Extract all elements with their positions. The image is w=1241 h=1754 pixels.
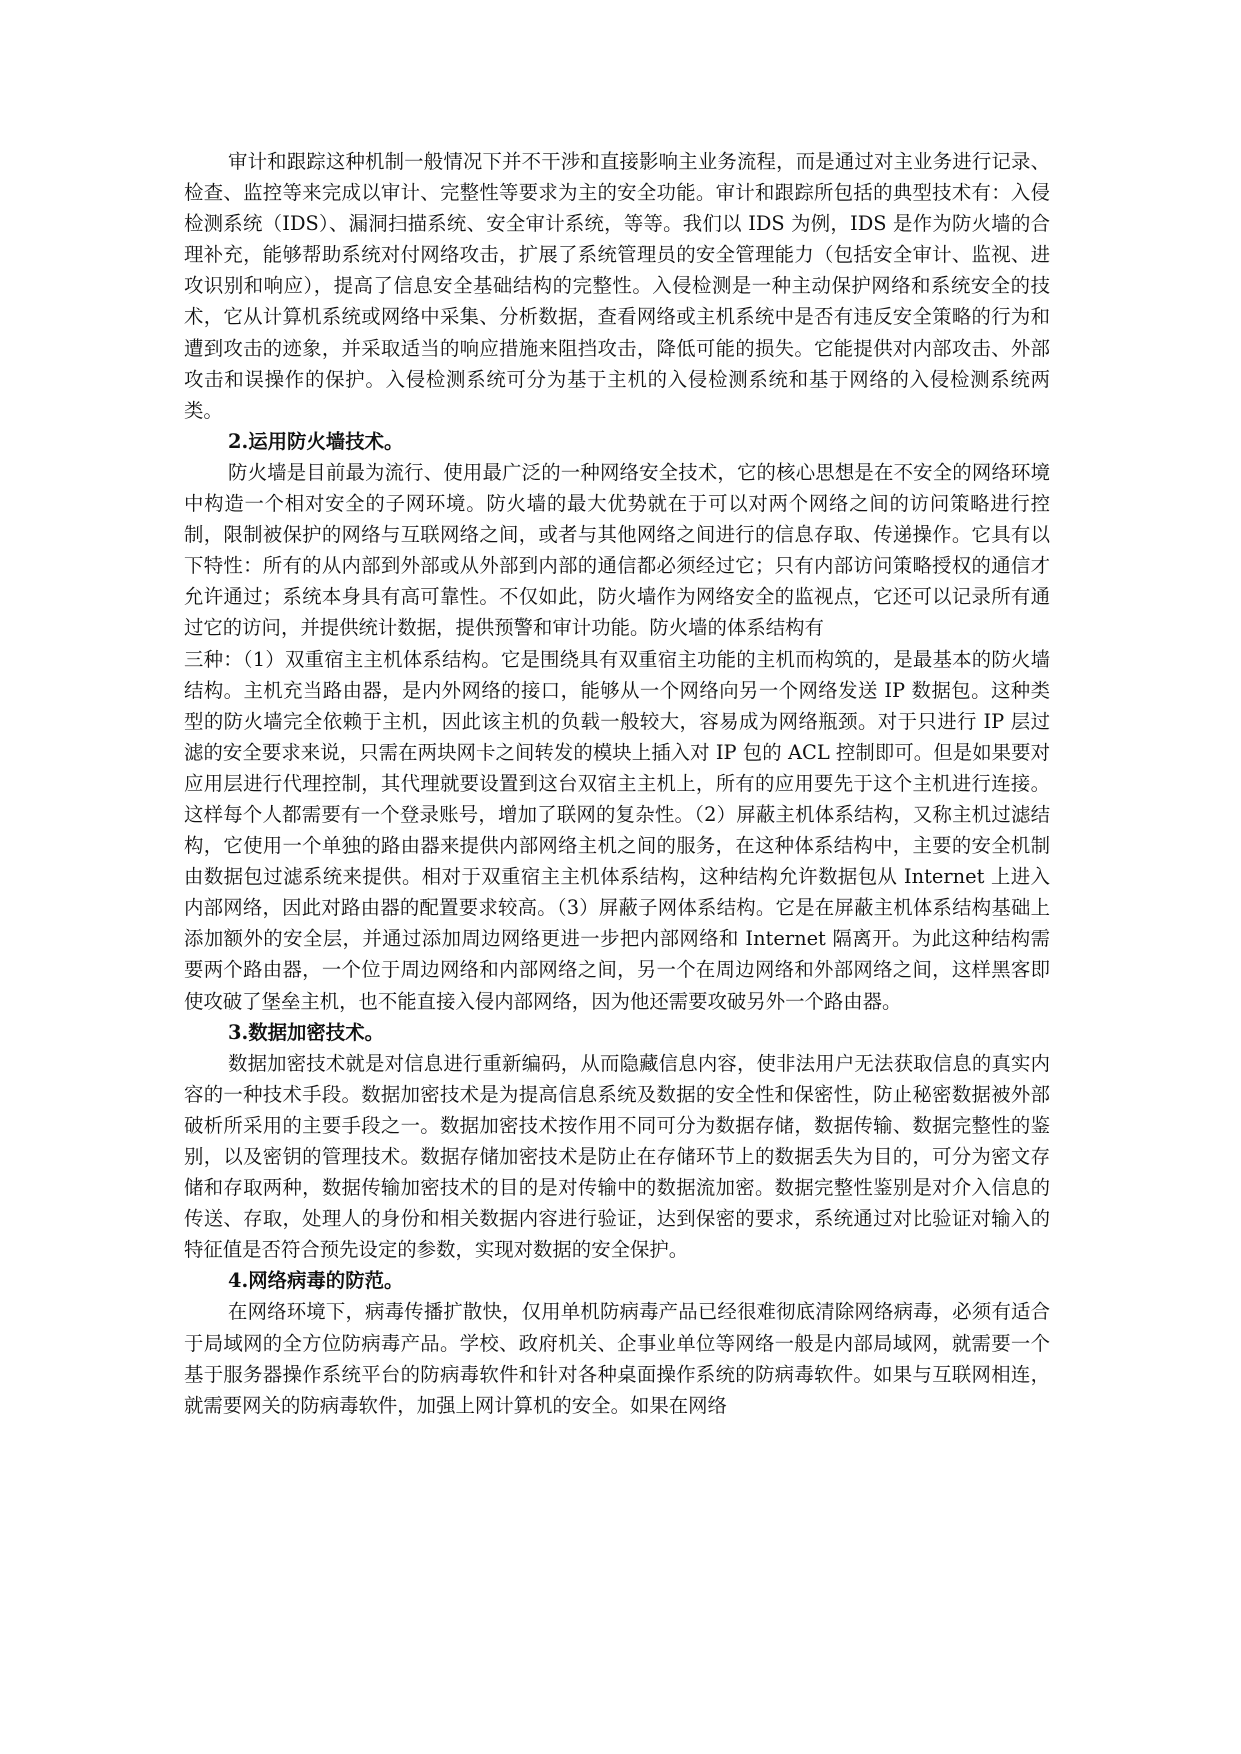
document-page [184, 146, 1050, 1421]
heading-firewall: 2.运用防火墙技术。 [228, 429, 404, 453]
paragraph-firewall-intro: 防火墙是目前最为流行、使用最广泛的一种网络安全技术，它的核心思想是在不安全的网络环境中构造一个相对安全的子网环境。防火墙的最大优势就在于可以对两个网络之间的访问策略进行控制，限制被保护的网络与互联网络之间，或者与其他网络之间进行的信息存取、传递操作。它具有以下特性：所有的从内部到外部或从外部到内部的通信都必须经过它；只有内部访问策略授权的通信才允许通过；系统本身具有高可靠性。不仅如此，防火墙作为网络安全的监视点，它还可以记录所有通过它的访问，并提供统计数据，提供预警和审计功能。防火墙的体系结构有 [184, 460, 1050, 640]
paragraph-firewall-architectures: 三种：（1）双重宿主主机体系结构。它是围绕具有双重宿主功能的主机而构筑的，是最基本的防火墙结构。主机充当路由器，是内外网络的接口，能够从一个网络向另一个网络发送 IP 数据包。这种类型的防火墙完全依赖于主机，因此该主机的负载一般较大，容易成为网络瓶颈。对于只进行 IP 层过滤的安全要求来说，只需在两块网卡之间转发的模块上插入对 IP 包的 ACL 控制即可。但是如果要对应用层进行代理控制，其代理就要设置到这台双宿主主机上，所有的应用要先于这个主机进行连接。这样每个人都需要有一个登录账号，增加了联网的复杂性。（2）屏蔽主机体系结构，又称主机过滤结构，它使用一个单独的路由器来提供内部网络主机之间的服务，在这种体系结构中，主要的安全机制由数据包过滤系统来提供。相对于双重宿主主机体系结构，这种结构允许数据包从 Internet 上进入内部网络，因此对路由器的配置要求较高。（3）屏蔽子网体系结构。它是在屏蔽主机体系结构基础上添加额外的安全层，并通过添加周边网络更进一步把内部网络和 Internet 隔离开。为此这种结构需要两个路由器，一个位于周边网络和内部网络之间，另一个在周边网络和外部网络之间，这样黑客即使攻破了堡垒主机，也不能直接入侵内部网络，因为他还需要攻破另外一个路由器。 [184, 647, 1050, 1013]
paragraph-encryption: 数据加密技术就是对信息进行重新编码，从而隐藏信息内容，使非法用户无法获取信息的真实内容的一种技术手段。数据加密技术是为提高信息系统及数据的安全性和保密性，防止秘密数据被外部破析所采用的主要手段之一。数据加密技术按作用不同可分为数据存储，数据传输、数据完整性的鉴别，以及密钥的管理技术。数据存储加密技术是防止在存储环节上的数据丢失为目的，可分为密文存储和存取两种，数据传输加密技术的目的是对传输中的数据流加密。数据完整性鉴别是对介入信息的传送、存取，处理人的身份和相关数据内容进行验证，达到保密的要求，系统通过对比验证对输入的特征值是否符合预先设定的参数，实现对数据的安全保护。 [184, 1051, 1050, 1262]
heading-virus-prevention: 4.网络病毒的防范。 [228, 1269, 404, 1293]
paragraph-virus-prevention: 在网络环境下，病毒传播扩散快，仅用单机防病毒产品已经很难彻底清除网络病毒，必须有适合于局域网的全方位防病毒产品。学校、政府机关、企事业单位等网络一般是内部局域网，就需要一个基于服务器操作系统平台的防病毒软件和针对各种桌面操作系统的防病毒软件。如果与互联网相连，就需要网关的防病毒软件，加强上网计算机的安全。如果在网络 [184, 1300, 1050, 1417]
heading-encryption: 3.数据加密技术。 [228, 1020, 384, 1044]
paragraph-audit-ids: 审计和跟踪这种机制一般情况下并不干涉和直接影响主业务流程，而是通过对主业务进行记录、检查、监控等来完成以审计、完整性等要求为主的安全功能。审计和跟踪所包括的典型技术有：入侵检测系统（IDS）、漏洞扫描系统、安全审计系统，等等。我们以 IDS 为例，IDS 是作为防火墙的合理补充，能够帮助系统对付网络攻击，扩展了系统管理员的安全管理能力（包括安全审计、监视、进攻识别和响应），提高了信息安全基础结构的完整性。入侵检测是一种主动保护网络和系统安全的技术，它从计算机系统或网络中采集、分析数据，查看网络或主机系统中是否有违反安全策略的行为和遭到攻击的迹象，并采取适当的响应措施来阻挡攻击，降低可能的损失。它能提供对内部攻击、外部攻击和误操作的保护。入侵检测系统可分为基于主机的入侵检测系统和基于网络的入侵检测系统两类。 [184, 150, 1050, 422]
